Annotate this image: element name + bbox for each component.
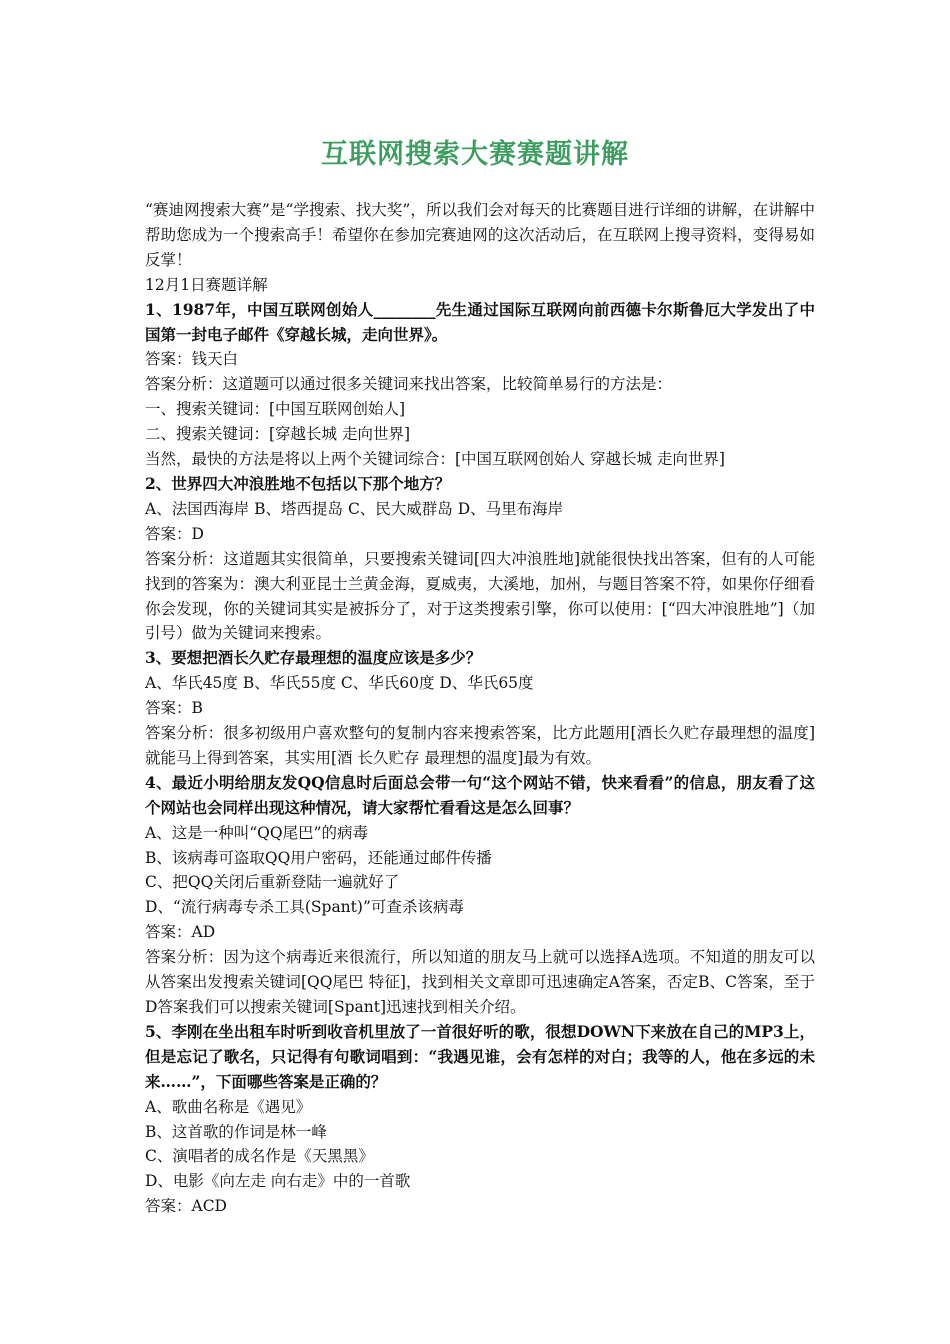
document-body xyxy=(145,198,815,1219)
analysis-3: 答案分析：很多初级用户喜欢整句的复制内容来搜索答案，比方此题用[酒长久贮存最理想的温度]就能马上得到答案，其实用[酒 长久贮存 最理想的温度]最为有效。 xyxy=(145,724,815,767)
question-1: 1、1987年，中国互联网创始人________先生通过国际互联网向前西德卡尔斯鲁厄大学发出了中国第一封电子邮件《穿越长城，走向世界》。 xyxy=(145,299,815,344)
options-2: A、法国西海岸 B、塔西提岛 C、民大威群岛 D、马里布海岸 xyxy=(145,499,564,518)
option-5-a: A、歌曲名称是《遇见》 xyxy=(145,1097,312,1116)
page-title: 互联网搜索大赛赛题讲解 xyxy=(321,139,629,170)
question-3: 3、要想把酒长久贮存最理想的温度应该是多少？ xyxy=(145,648,482,668)
analysis-1-step-1: 一、搜索关键词：[中国互联网创始人] xyxy=(145,400,406,419)
analysis-1: 答案分析：这道题可以通过很多关键词来找出答案，比较简单易行的方法是： xyxy=(145,375,673,394)
analysis-1-step-2: 二、搜索关键词：[穿越长城 走向世界] xyxy=(145,425,411,444)
analysis-4: 答案分析：因为这个病毒近来很流行，所以知道的朋友马上就可以选择A选项。不知道的朋友可以从答案出发搜索关键词[QQ尾巴 特征]，找到相关文章即可迅速确定A答案，否定B、C答案，至于D答案我们可以搜索关键词[Spant]迅速找到相关介绍。 xyxy=(145,948,815,1016)
answer-5: 答案：ACD xyxy=(145,1197,227,1216)
intro-paragraph: “赛迪网搜索大赛”是“学搜索、找大奖”，所以我们会对每天的比赛题目进行详细的讲解，在讲解中帮助您成为一个搜索高手！希望你在参加完赛迪网的这次活动后，在互联网上搜寻资料，变得易如反掌！ xyxy=(145,201,815,269)
question-2: 2、世界四大冲浪胜地不包括以下那个地方？ xyxy=(145,473,451,493)
option-4-a: A、这是一种叫“QQ尾巴”的病毒 xyxy=(145,823,368,842)
analysis-1-step-3: 当然，最快的方法是将以上两个关键词综合：[中国互联网创始人 穿越长城 走向世界] xyxy=(145,450,725,469)
option-5-c: C、演唱者的成名作是《天黑黑》 xyxy=(145,1147,374,1166)
option-4-c: C、把QQ关闭后重新登陆一遍就好了 xyxy=(145,873,400,892)
answer-3: 答案：B xyxy=(145,699,203,718)
option-5-b: B、这首歌的作词是林一峰 xyxy=(145,1122,327,1141)
option-4-b: B、该病毒可盗取QQ用户密码，还能通过邮件传播 xyxy=(145,848,492,867)
analysis-2: 答案分析：这道题其实很简单，只要搜索关键词[四大冲浪胜地]就能很快找出答案，但有的人可能找到的答案为：澳大利亚昆士兰黄金海，夏威夷，大溪地，加州，与题目答案不符，如果你仔细看你会发现，你的关键词其实是被拆分了，对于这类搜索引擎，你可以使用：[“四大冲浪胜地”]（加引号）做为关键词来搜索。 xyxy=(145,549,815,643)
options-3: A、华氏45度 B、华氏55度 C、华氏60度 D、华氏65度 xyxy=(145,674,534,693)
answer-4: 答案：AD xyxy=(145,923,216,942)
date-heading: 12月1日赛题详解 xyxy=(145,275,268,294)
answer-1: 答案：钱天白 xyxy=(145,350,239,369)
option-5-d: D、电影《向左走 向右走》中的一首歌 xyxy=(145,1172,411,1191)
question-4: 4、最近小明给朋友发QQ信息时后面总会带一句“这个网站不错，快来看看”的信息，朋友看了这个网站也会同样出现这种情况，请大家帮忙看看这是怎么回事？ xyxy=(145,772,815,817)
option-4-d: D、“流行病毒专杀工具(Spant)”可查杀该病毒 xyxy=(145,898,464,917)
question-5: 5、李刚在坐出租车时听到收音机里放了一首很好听的歌，很想DOWN下来放在自己的MP3上，但是忘记了歌名，只记得有句歌词唱到：“我遇见谁，会有怎样的对白；我等的人，他在多远的未来……”，下面哪些答案是正确的？ xyxy=(145,1021,815,1091)
answer-2: 答案：D xyxy=(145,524,204,543)
